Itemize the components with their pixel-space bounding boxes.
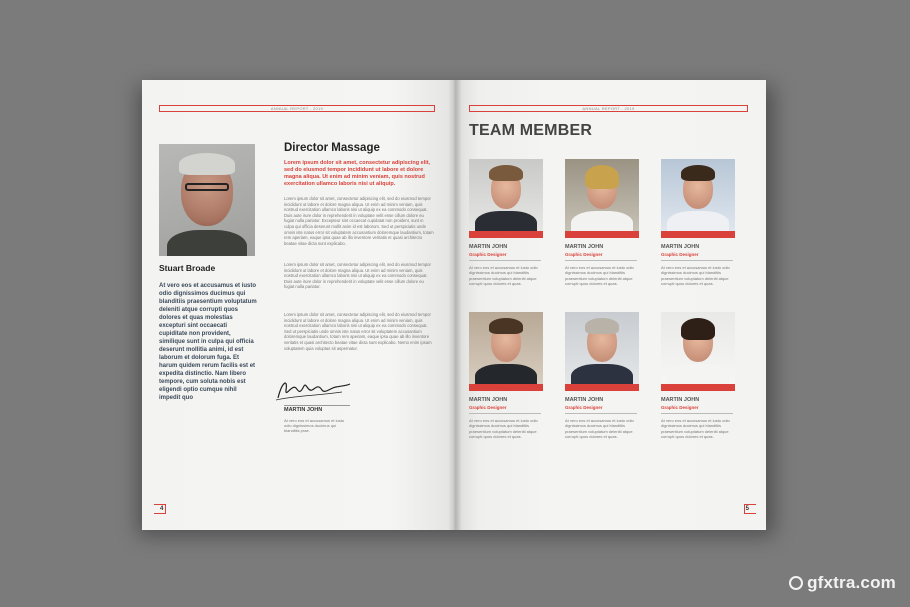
signature-caption: At vero eos et accusamus et iusto odio dignissimos ducimus qui blanditiis prae. <box>284 418 345 433</box>
page-number: 4 <box>160 506 164 512</box>
member-role: Graphic Designer <box>565 252 603 257</box>
card-accent-bar <box>469 231 543 238</box>
member-photo <box>469 312 543 384</box>
team-card <box>469 312 543 440</box>
watermark-text: gfxtra.com <box>807 573 896 592</box>
card-rule <box>565 413 637 414</box>
team-card <box>565 159 639 287</box>
member-photo <box>469 159 543 231</box>
body-paragraph-1: Lorem ipsum dolor sit amet, consectetur adipiscing elit, sed do eiusmod tempor incididunt ut labore et dolore magna aliqua. Ut enim ad minim veniam, quis nostrud exercitation ullamco laboris nisi ut aliquip ex ea commodo consequat. Duis aute irure dolor in reprehenderit in voluptate velit esse cillum dolore eu fugiat nulla pariatur. Excepteur sint occaecat cupidatat non proident, sunt in culpa qui officia deserunt mollit anim id est laborum. Sed ut perspiciatis unde omnis iste natus error sit voluptatem accusantium doloremque laudantium, totam rem aperiam, eaque ipsa quae ab illo inventore veritatis et quasi architecto beatae vitae dicta sunt explicabo. <box>284 196 434 246</box>
card-rule <box>565 260 637 261</box>
member-role: Graphic Designer <box>565 405 603 410</box>
member-description: At vero eos et accusamus et iusto odio dignissimos ducimus qui blanditiis praesentium voluptatum deleniti atque corrupti quos dolores et quas. <box>661 418 730 440</box>
team-title: TEAM MEMBER <box>469 122 593 139</box>
team-card <box>469 159 543 287</box>
member-description: At vero eos et accusamus et iusto odio dignissimos ducimus qui blanditiis praesentium voluptatum deleniti atque corrupti quos dolores et quas. <box>565 418 634 440</box>
member-name: MARTIN JOHN <box>469 397 508 403</box>
card-rule <box>469 260 541 261</box>
card-accent-bar <box>661 384 735 391</box>
team-card <box>661 159 735 287</box>
card-rule <box>661 413 733 414</box>
director-portrait <box>159 144 255 256</box>
member-photo <box>661 312 735 384</box>
team-card <box>661 312 735 440</box>
member-description: At vero eos et accusamus et iusto odio dignissimos ducimus qui blanditiis praesentium voluptatum deleniti atque corrupti quos dolores et quas. <box>469 418 538 440</box>
member-name: MARTIN JOHN <box>469 244 508 250</box>
card-accent-bar <box>565 231 639 238</box>
header-label: ANNUAL REPORT - 2019 <box>582 106 635 111</box>
member-name: MARTIN JOHN <box>565 244 604 250</box>
member-photo <box>565 312 639 384</box>
member-role: Graphic Designer <box>661 405 699 410</box>
card-accent-bar <box>661 231 735 238</box>
header-label: ANNUAL REPORT - 2019 <box>270 106 324 111</box>
member-photo <box>565 159 639 231</box>
card-rule <box>469 413 541 414</box>
page-header-bar <box>159 105 435 112</box>
lead-paragraph: Lorem ipsum dolor sit amet, consectetur adipiscing elit, sed do eiusmod tempor incididunt ut labore et dolore magna aliqua. Ut enim ad minim veniam, quis nostrud exercitation ullamco laboris nisi ut aliquip. <box>284 160 431 187</box>
page-header-bar <box>469 105 748 112</box>
director-bio: At vero eos et accusamus et iusto odio dignissimos ducimus qui blanditiis praesentium voluptatum deleniti atque corrupti quos dolores et quas molestias excepturi sint occaecati cupiditate non provident, similique sunt in culpa qui officia deserunt mollitia animi, id est laborum et dolorum fuga. Et harum quidem rerum facilis est et expedita distinctio. Nam libero tempore, cum soluta nobis est eligendi optio cumque nihil impedit quo <box>159 283 257 401</box>
watermark-logo-icon <box>789 576 803 590</box>
watermark <box>789 573 896 593</box>
member-name: MARTIN JOHN <box>661 397 700 403</box>
director-name: Stuart Broade <box>159 263 216 273</box>
card-accent-bar <box>565 384 639 391</box>
member-role: Graphic Designer <box>469 405 507 410</box>
member-description: At vero eos et accusamus et iusto odio dignissimos ducimus qui blanditiis praesentium voluptatum deleniti atque corrupti quos dolores et quas. <box>565 265 634 287</box>
team-card <box>565 312 639 440</box>
member-role: Graphic Designer <box>469 252 507 257</box>
right-page <box>454 80 766 530</box>
member-name: MARTIN JOHN <box>661 244 700 250</box>
body-paragraph-3: Lorem ipsum dolor sit amet, consectetur adipiscing elit, sed do eiusmod tempor incididunt ut labore et dolore magna aliqua. Ut enim ad minim veniam, quis nostrud exercitation ullamco laboris nisi ut aliquip ex ea commodo consequat. Sed ut perspiciatis unde omnis iste natus error sit voluptatem accusantium doloremque laudantium, totam rem aperiam, eaque ipsa quae ab illo inventore veritatis et quasi architecto beatae vitae dicta sunt explicabo. Nemo enim ipsam voluptatem quia voluptas sit aspernatur. <box>284 312 432 351</box>
left-page <box>142 80 454 530</box>
body-paragraph-2: Lorem ipsum dolor sit amet, consectetur adipiscing elit, sed do eiusmod tempor incididunt ut labore et dolore magna aliqua. Ut enim ad minim veniam, quis nostrud exercitation ullamco laboris nisi ut aliquip ex ea commodo consequat. Duis aute irure dolor in reprehenderit in voluptate velit esse cillum dolore eu fugiat nulla pariatur. <box>284 262 431 290</box>
signature-name: MARTIN JOHN <box>284 407 323 413</box>
member-name: MARTIN JOHN <box>565 397 604 403</box>
member-description: At vero eos et accusamus et iusto odio dignissimos ducimus qui blanditiis praesentium voluptatum deleniti atque corrupti quos dolores et quas. <box>469 265 538 287</box>
signature <box>272 372 352 406</box>
section-title: Director Massage <box>284 142 380 154</box>
member-description: At vero eos et accusamus et iusto odio dignissimos ducimus qui blanditiis praesentium voluptatum deleniti atque corrupti quos dolores et quas. <box>661 265 730 287</box>
book-spine-shadow <box>448 80 462 530</box>
page-number: 5 <box>745 506 749 512</box>
signature-rule <box>284 405 350 406</box>
card-rule <box>661 260 733 261</box>
member-photo <box>661 159 735 231</box>
card-accent-bar <box>469 384 543 391</box>
member-role: Graphic Designer <box>661 252 699 257</box>
